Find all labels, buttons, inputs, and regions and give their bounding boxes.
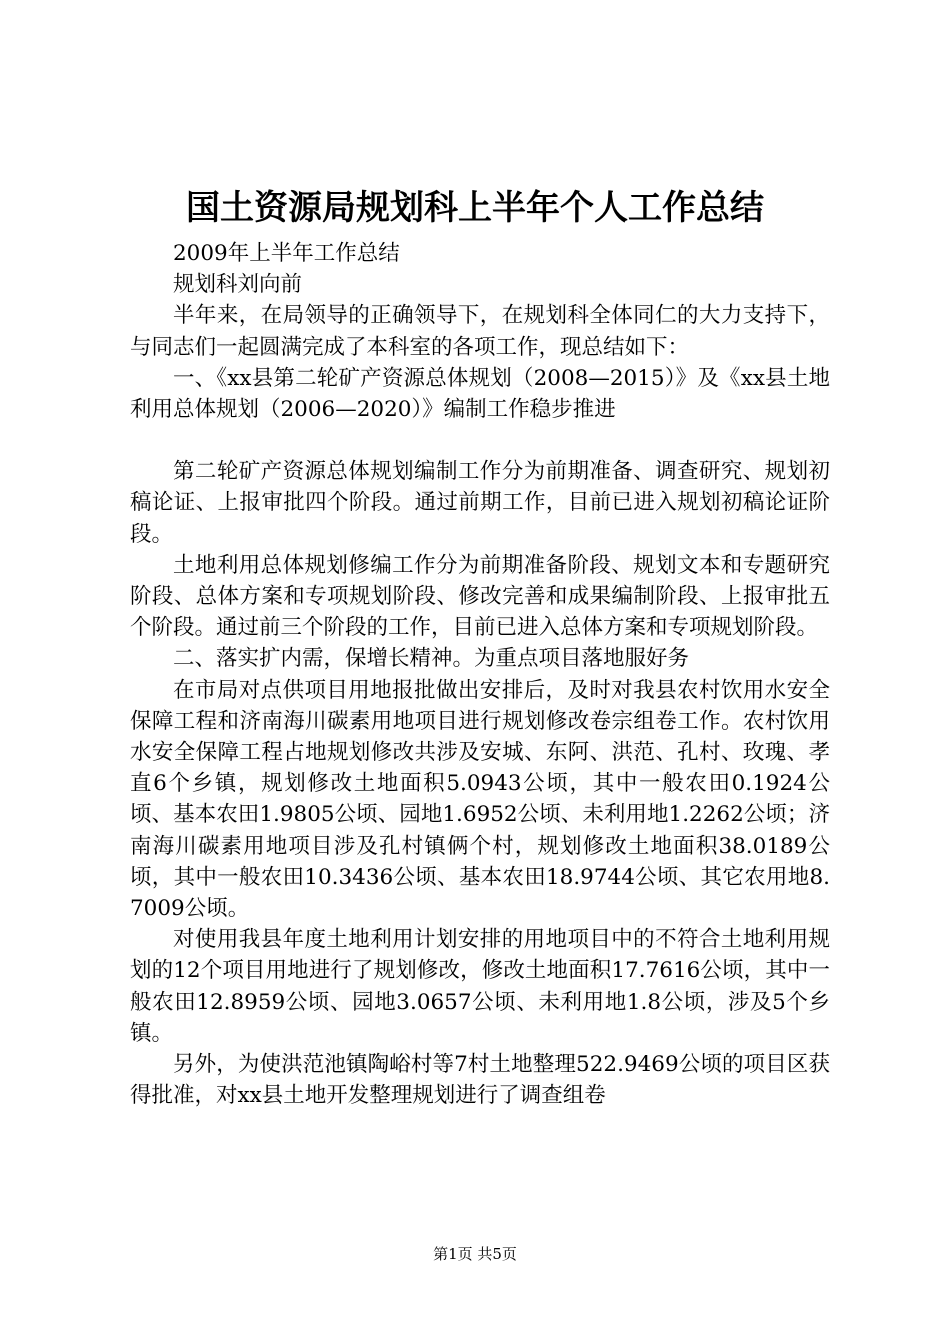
page-footer: 第1页 共5页 (433, 1245, 517, 1263)
author-line: 规划科刘向前 (173, 272, 303, 298)
body-paragraph: 第二轮矿产资源总体规划编制工作分为前期准备、调查研究、规划初稿论证、上报审批四个阶段。通过前期工作，目前已进入规划初稿论证阶段。 (130, 459, 830, 547)
subtitle-line: 2009年上半年工作总结 (173, 241, 400, 266)
body-paragraph: 在市局对点供项目用地报批做出安排后，及时对我县农村饮用水安全保障工程和济南海川碳素用地项目进行规划修改卷宗组卷工作。农村饮用水安全保障工程占地规划修改共涉及安城、东阿、洪范、孔村、玫瑰、孝直6个乡镇，规划修改土地面积5.0943公顷，其中一般农田0.1924公顷、基本农田1.9805公顷、园地1.6952公顷、未利用地1.2262公顷；济南海川碳素用地项目涉及孔村镇俩个村，规划修改土地面积38.0189公顷，其中一般农田10.3436公顷、基本农田18.9744公顷、其它农用地8.7009公顷。 (130, 677, 830, 922)
document-body (130, 238, 830, 1111)
body-paragraph: 对使用我县年度土地利用计划安排的用地项目中的不符合土地利用规划的12个项目用地进行了规划修改，修改土地面积17.7616公顷，其中一般农田12.8959公顷、园地3.0657公顷、未利用地1.8公顷，涉及5个乡镇。 (130, 927, 830, 1046)
section-heading: 二、落实扩内需，保增长精神。为重点项目落地服好务 (173, 646, 690, 672)
body-paragraph: 另外，为使洪范池镇陶峪村等7村土地整理522.9469公顷的项目区获得批准，对xx县土地开发整理规划进行了调查组卷 (130, 1052, 830, 1109)
body-paragraph: 土地利用总体规划修编工作分为前期准备阶段、规划文本和专题研究阶段、总体方案和专项规划阶段、修改完善和成果编制阶段、上报审批五个阶段。通过前三个阶段的工作，目前已进入总体方案和专项规划阶段。 (130, 552, 830, 641)
section-heading: 一、《xx县第二轮矿产资源总体规划（2008—2015）》及《xx县土地利用总体规划（2006—2020）》编制工作稳步推进 (130, 365, 830, 423)
body-paragraph: 半年来，在局领导的正确领导下，在规划科全体同仁的大力支持下，与同志们一起圆满完成了本科室的各项工作，现总结如下： (130, 303, 830, 360)
document-title: 国土资源局规划科上半年个人工作总结 (186, 188, 764, 228)
